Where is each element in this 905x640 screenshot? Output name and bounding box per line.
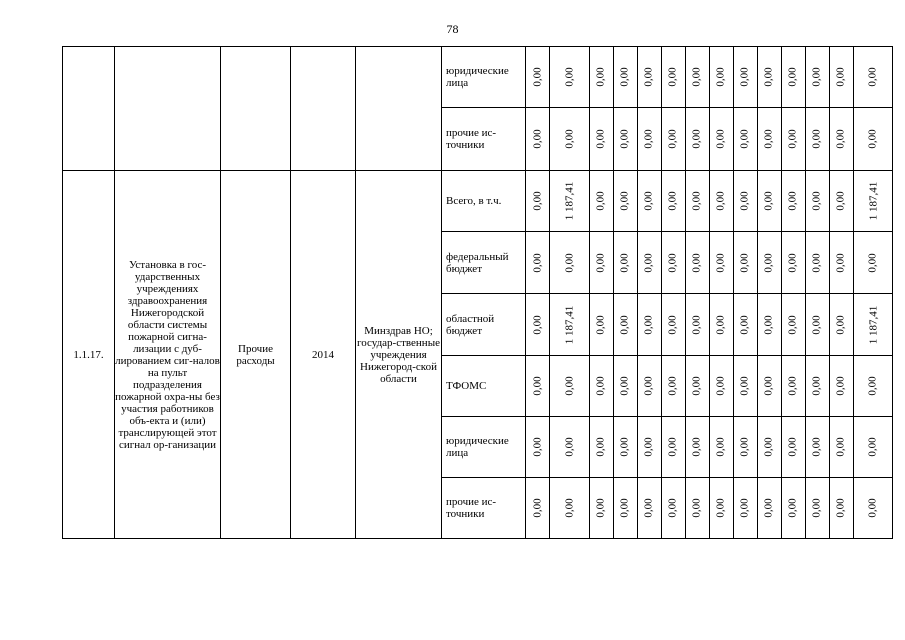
value-text: 0,00 bbox=[667, 252, 679, 273]
executor-cell: Минздрав НО; государ-ственные учреждения Нижегород-ской области bbox=[356, 171, 442, 539]
value-cell bbox=[550, 417, 590, 478]
value-text: 0,00 bbox=[595, 498, 607, 518]
value-cell bbox=[661, 108, 685, 171]
value-text: 0,00 bbox=[619, 498, 631, 518]
value-text: 0,00 bbox=[667, 437, 679, 457]
value-cell bbox=[613, 108, 637, 171]
value-text: 0,00 bbox=[787, 129, 799, 149]
value-cell bbox=[709, 47, 733, 108]
value-cell bbox=[685, 417, 709, 478]
value-cell bbox=[733, 232, 757, 294]
value-text: 0,00 bbox=[763, 376, 775, 396]
value-text: 0,00 bbox=[835, 252, 847, 273]
value-cell bbox=[781, 47, 805, 108]
funding-source-cell: юридические лица bbox=[442, 417, 526, 478]
value-cell bbox=[637, 232, 661, 294]
value-text: 0,00 bbox=[595, 314, 607, 335]
year-cell: 2014 bbox=[291, 171, 356, 539]
value-text: 0,00 bbox=[739, 437, 751, 457]
value-text: 0,00 bbox=[619, 191, 631, 211]
value-cell bbox=[613, 478, 637, 539]
value-cell bbox=[781, 356, 805, 417]
value-text: 0,00 bbox=[667, 498, 679, 518]
value-text: 0,00 bbox=[531, 191, 544, 211]
value-text: 0,00 bbox=[787, 498, 799, 518]
value-text: 0,00 bbox=[667, 376, 679, 396]
value-cell bbox=[829, 294, 853, 356]
value-cell bbox=[829, 232, 853, 294]
value-cell bbox=[661, 356, 685, 417]
value-cell bbox=[589, 356, 613, 417]
value-cell bbox=[853, 232, 893, 294]
value-cell bbox=[550, 171, 590, 232]
value-text: 0,00 bbox=[715, 252, 727, 273]
value-cell bbox=[637, 294, 661, 356]
value-cell bbox=[805, 171, 829, 232]
value-text: 0,00 bbox=[595, 252, 607, 273]
value-cell bbox=[637, 171, 661, 232]
value-text: 0,00 bbox=[811, 191, 823, 211]
value-cell bbox=[661, 171, 685, 232]
value-cell bbox=[853, 171, 893, 232]
value-cell bbox=[685, 171, 709, 232]
value-text: 1 187,41 bbox=[866, 305, 879, 344]
value-text: 0,00 bbox=[531, 67, 544, 87]
value-text: 0,00 bbox=[763, 129, 775, 149]
value-cell bbox=[550, 108, 590, 171]
budget-table bbox=[62, 46, 893, 539]
empty-expense-type-cell bbox=[221, 47, 291, 171]
page-number: 78 bbox=[446, 22, 459, 36]
value-cell bbox=[550, 478, 590, 539]
value-text: 0,00 bbox=[811, 129, 823, 149]
value-cell bbox=[550, 294, 590, 356]
value-text: 0,00 bbox=[643, 314, 655, 335]
value-cell bbox=[805, 417, 829, 478]
value-cell bbox=[613, 294, 637, 356]
funding-source-cell: областной бюджет bbox=[442, 294, 526, 356]
value-text: 0,00 bbox=[715, 191, 727, 211]
value-cell bbox=[733, 47, 757, 108]
value-text: 0,00 bbox=[787, 314, 799, 335]
value-text: 0,00 bbox=[643, 437, 655, 457]
value-text: 0,00 bbox=[563, 498, 576, 518]
value-cell bbox=[589, 478, 613, 539]
value-cell bbox=[550, 356, 590, 417]
value-cell bbox=[829, 478, 853, 539]
value-cell bbox=[637, 478, 661, 539]
value-cell bbox=[613, 171, 637, 232]
funding-source-cell: прочие ис-точники bbox=[442, 478, 526, 539]
value-cell bbox=[685, 47, 709, 108]
value-text: 0,00 bbox=[739, 314, 751, 335]
value-cell bbox=[685, 294, 709, 356]
table-row bbox=[63, 47, 893, 108]
value-text: 0,00 bbox=[763, 191, 775, 211]
value-text: 0,00 bbox=[691, 252, 703, 273]
value-cell bbox=[685, 356, 709, 417]
value-cell bbox=[685, 108, 709, 171]
funding-source-cell: юридические лица bbox=[442, 47, 526, 108]
value-text: 0,00 bbox=[531, 314, 544, 335]
value-cell bbox=[853, 108, 893, 171]
value-text: 0,00 bbox=[811, 252, 823, 273]
value-cell bbox=[589, 232, 613, 294]
value-cell bbox=[781, 108, 805, 171]
value-cell bbox=[733, 294, 757, 356]
value-text: 0,00 bbox=[595, 129, 607, 149]
value-cell bbox=[661, 417, 685, 478]
value-text: 0,00 bbox=[595, 376, 607, 396]
value-cell bbox=[805, 108, 829, 171]
value-text: 0,00 bbox=[739, 252, 751, 273]
value-cell bbox=[829, 171, 853, 232]
value-cell bbox=[757, 294, 781, 356]
value-text: 0,00 bbox=[691, 376, 703, 396]
value-cell bbox=[805, 47, 829, 108]
value-text: 0,00 bbox=[763, 314, 775, 335]
value-text: 0,00 bbox=[866, 67, 879, 87]
value-text: 0,00 bbox=[787, 67, 799, 87]
value-cell bbox=[853, 356, 893, 417]
value-cell bbox=[781, 171, 805, 232]
value-text: 0,00 bbox=[763, 252, 775, 273]
value-cell bbox=[781, 294, 805, 356]
item-description: Установка в гос-ударственных учреждениях здравоохранения Нижегородской области системы пожарной сигна-лизации с дуб-лированием сиг-налов на пульт подразделения пожарной охра-ны без участия работников объ-екта и (или) транслирующей этот сигнал ор-ганизации bbox=[115, 171, 221, 539]
value-text: 0,00 bbox=[667, 191, 679, 211]
value-cell bbox=[733, 417, 757, 478]
value-cell bbox=[526, 232, 550, 294]
value-text: 0,00 bbox=[563, 437, 576, 457]
value-text: 0,00 bbox=[691, 191, 703, 211]
value-cell bbox=[526, 171, 550, 232]
value-cell bbox=[661, 232, 685, 294]
value-text: 0,00 bbox=[667, 67, 679, 87]
value-text: 0,00 bbox=[667, 314, 679, 335]
value-text: 0,00 bbox=[643, 252, 655, 273]
funding-source-cell: Всего, в т.ч. bbox=[442, 171, 526, 232]
value-cell bbox=[709, 417, 733, 478]
value-cell bbox=[637, 356, 661, 417]
value-text: 0,00 bbox=[715, 498, 727, 518]
value-cell bbox=[526, 417, 550, 478]
value-text: 0,00 bbox=[691, 314, 703, 335]
value-text: 0,00 bbox=[619, 376, 631, 396]
empty-description-cell bbox=[115, 47, 221, 171]
value-text: 0,00 bbox=[866, 252, 879, 273]
value-cell bbox=[589, 171, 613, 232]
value-text: 1 187,41 bbox=[563, 305, 576, 344]
value-text: 0,00 bbox=[787, 252, 799, 273]
value-text: 0,00 bbox=[531, 376, 544, 396]
value-cell bbox=[637, 47, 661, 108]
value-text: 0,00 bbox=[835, 498, 847, 518]
value-text: 0,00 bbox=[643, 376, 655, 396]
value-cell bbox=[637, 108, 661, 171]
value-text: 0,00 bbox=[531, 252, 544, 273]
value-cell bbox=[613, 356, 637, 417]
value-text: 0,00 bbox=[835, 191, 847, 211]
value-cell bbox=[709, 478, 733, 539]
value-cell bbox=[757, 232, 781, 294]
table-row bbox=[63, 171, 893, 232]
value-cell bbox=[781, 417, 805, 478]
value-cell bbox=[550, 47, 590, 108]
value-text: 1 187,41 bbox=[866, 181, 879, 221]
value-text: 0,00 bbox=[563, 252, 576, 273]
expense-type: Прочие расходы bbox=[221, 171, 291, 539]
value-text: 0,00 bbox=[715, 437, 727, 457]
value-cell bbox=[685, 478, 709, 539]
value-cell bbox=[805, 232, 829, 294]
item-number: 1.1.17. bbox=[63, 171, 115, 539]
value-cell bbox=[853, 417, 893, 478]
value-cell bbox=[613, 417, 637, 478]
value-text: 0,00 bbox=[763, 498, 775, 518]
funding-source-cell: федеральный бюджет bbox=[442, 232, 526, 294]
value-text: 0,00 bbox=[595, 191, 607, 211]
value-cell bbox=[637, 417, 661, 478]
funding-source-cell: прочие ис-точники bbox=[442, 108, 526, 171]
value-text: 0,00 bbox=[739, 67, 751, 87]
value-text: 0,00 bbox=[715, 376, 727, 396]
value-cell bbox=[550, 232, 590, 294]
value-text: 0,00 bbox=[691, 498, 703, 518]
value-text: 0,00 bbox=[811, 437, 823, 457]
value-text: 0,00 bbox=[811, 376, 823, 396]
value-cell bbox=[733, 108, 757, 171]
value-cell bbox=[733, 478, 757, 539]
value-cell bbox=[781, 232, 805, 294]
value-cell bbox=[589, 108, 613, 171]
value-text: 0,00 bbox=[619, 67, 631, 87]
value-cell bbox=[805, 356, 829, 417]
value-cell bbox=[709, 108, 733, 171]
value-text: 0,00 bbox=[811, 314, 823, 335]
value-text: 0,00 bbox=[691, 437, 703, 457]
value-text: 0,00 bbox=[739, 191, 751, 211]
value-text: 0,00 bbox=[866, 437, 879, 457]
value-text: 0,00 bbox=[531, 498, 544, 518]
value-text: 0,00 bbox=[563, 376, 576, 396]
empty-number-cell bbox=[63, 47, 115, 171]
value-cell bbox=[757, 171, 781, 232]
funding-source-cell: ТФОМС bbox=[442, 356, 526, 417]
value-cell bbox=[829, 356, 853, 417]
value-text: 0,00 bbox=[835, 67, 847, 87]
value-text: 0,00 bbox=[643, 67, 655, 87]
value-cell bbox=[589, 417, 613, 478]
value-text: 0,00 bbox=[763, 67, 775, 87]
value-cell bbox=[853, 478, 893, 539]
value-cell bbox=[709, 356, 733, 417]
value-text: 0,00 bbox=[619, 314, 631, 335]
value-text: 1 187,41 bbox=[563, 181, 576, 221]
value-text: 0,00 bbox=[563, 67, 576, 87]
value-text: 0,00 bbox=[715, 314, 727, 335]
value-text: 0,00 bbox=[811, 67, 823, 87]
value-text: 0,00 bbox=[595, 67, 607, 87]
value-cell bbox=[733, 356, 757, 417]
value-text: 0,00 bbox=[835, 129, 847, 149]
value-text: 0,00 bbox=[866, 376, 879, 396]
value-text: 0,00 bbox=[739, 376, 751, 396]
value-cell bbox=[757, 47, 781, 108]
value-text: 0,00 bbox=[643, 129, 655, 149]
value-cell bbox=[526, 294, 550, 356]
value-text: 0,00 bbox=[715, 129, 727, 149]
value-cell bbox=[781, 478, 805, 539]
value-text: 0,00 bbox=[835, 437, 847, 457]
value-text: 0,00 bbox=[787, 191, 799, 211]
value-text: 0,00 bbox=[619, 129, 631, 149]
value-cell bbox=[853, 47, 893, 108]
value-cell bbox=[661, 478, 685, 539]
value-text: 0,00 bbox=[619, 437, 631, 457]
value-text: 0,00 bbox=[787, 437, 799, 457]
value-text: 0,00 bbox=[739, 129, 751, 149]
value-text: 0,00 bbox=[691, 129, 703, 149]
value-cell bbox=[829, 47, 853, 108]
value-cell bbox=[829, 417, 853, 478]
value-text: 0,00 bbox=[811, 498, 823, 518]
value-cell bbox=[589, 47, 613, 108]
value-text: 0,00 bbox=[739, 498, 751, 518]
value-text: 0,00 bbox=[643, 498, 655, 518]
value-text: 0,00 bbox=[531, 437, 544, 457]
empty-year-cell bbox=[291, 47, 356, 171]
value-cell bbox=[709, 232, 733, 294]
value-cell bbox=[709, 171, 733, 232]
value-text: 0,00 bbox=[835, 314, 847, 335]
value-cell bbox=[613, 47, 637, 108]
value-text: 0,00 bbox=[715, 67, 727, 87]
value-text: 0,00 bbox=[563, 129, 576, 149]
value-text: 0,00 bbox=[531, 129, 544, 149]
value-text: 0,00 bbox=[787, 376, 799, 396]
empty-executor-cell bbox=[356, 47, 442, 171]
value-cell bbox=[526, 47, 550, 108]
value-text: 0,00 bbox=[866, 129, 879, 149]
value-text: 0,00 bbox=[866, 498, 879, 518]
value-cell bbox=[526, 356, 550, 417]
value-cell bbox=[709, 294, 733, 356]
value-text: 0,00 bbox=[763, 437, 775, 457]
value-cell bbox=[661, 294, 685, 356]
value-cell bbox=[853, 294, 893, 356]
value-cell bbox=[757, 478, 781, 539]
value-cell bbox=[685, 232, 709, 294]
value-cell bbox=[805, 478, 829, 539]
value-cell bbox=[661, 47, 685, 108]
value-cell bbox=[829, 108, 853, 171]
value-text: 0,00 bbox=[619, 252, 631, 273]
value-cell bbox=[805, 294, 829, 356]
value-cell bbox=[613, 232, 637, 294]
value-text: 0,00 bbox=[691, 67, 703, 87]
value-cell bbox=[757, 356, 781, 417]
value-cell bbox=[733, 171, 757, 232]
value-text: 0,00 bbox=[835, 376, 847, 396]
value-cell bbox=[589, 294, 613, 356]
value-text: 0,00 bbox=[595, 437, 607, 457]
value-cell bbox=[526, 108, 550, 171]
value-cell bbox=[757, 417, 781, 478]
value-cell bbox=[526, 478, 550, 539]
value-text: 0,00 bbox=[667, 129, 679, 149]
value-text: 0,00 bbox=[643, 191, 655, 211]
value-cell bbox=[757, 108, 781, 171]
